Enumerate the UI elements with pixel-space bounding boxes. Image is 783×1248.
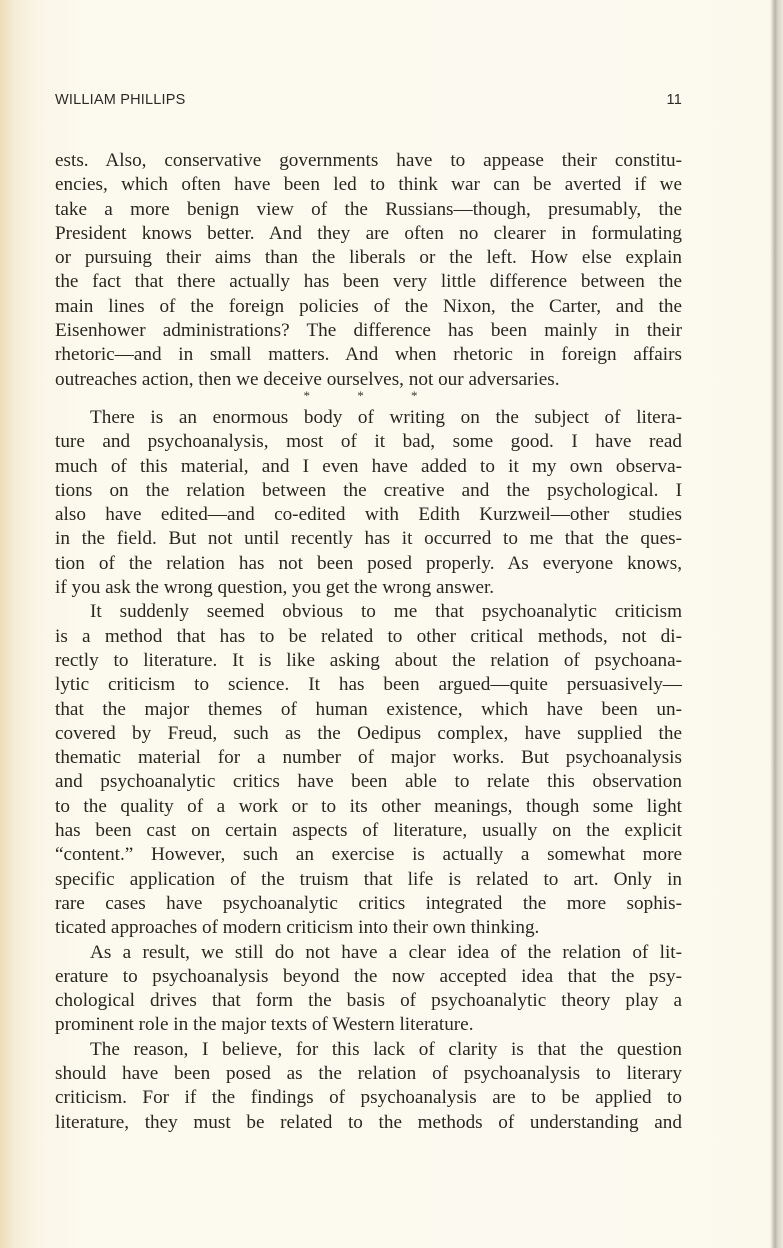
running-head	[55, 92, 682, 112]
text-line: take a more benign view of the Russians—though, presumably, the	[55, 198, 682, 220]
text-line: thematic material for a number of major works. But psychoanalysis	[55, 747, 682, 769]
paragraph	[55, 1038, 682, 1135]
text-line: As a result, we still do not have a clear idea of the relation of lit-	[90, 941, 682, 963]
text-line: to the quality of a work or to its other meanings, though some light	[55, 795, 682, 817]
text-line: in the field. But not until recently has it occurred to me that the ques-	[55, 528, 682, 550]
paragraph	[55, 600, 682, 940]
running-head-author: WILLIAM PHILLIPS	[55, 92, 186, 108]
text-line: and psychoanalytic critics have been able to relate this observation	[55, 771, 682, 793]
book-page	[55, 0, 682, 1248]
text-line: should have been posed as the relation of psychoanalysis to literary	[55, 1062, 682, 1084]
text-line: The reason, I believe, for this lack of clarity is that the question	[90, 1038, 682, 1060]
paragraph	[55, 941, 682, 1038]
text-line: ests. Also, conservative governments have to appease their constitu-	[55, 150, 682, 171]
page-number: 11	[666, 92, 682, 108]
text-line: lytic criticism to science. It has been argued—quite persuasively—	[55, 674, 682, 696]
text-line: erature to psychoanalysis beyond the now accepted idea that the psy-	[55, 965, 682, 987]
body-text	[55, 149, 682, 1135]
text-line: much of this material, and I even have added to it my own observa-	[55, 455, 682, 477]
paragraph-continuation	[55, 149, 682, 392]
text-line: or pursuing their aims than the liberals or the left. How else explain	[55, 247, 682, 269]
text-line: Eisenhower administrations? The difference has been mainly in their	[55, 320, 682, 342]
text-line: rare cases have psychoanalytic critics integrated the more sophis-	[55, 892, 682, 914]
text-line: tion of the relation has not been posed properly. As everyone knows,	[55, 552, 682, 574]
text-line: prominent role in the major texts of Western literature.	[55, 1014, 474, 1036]
text-line: “content.” However, such an exercise is actually a somewhat more	[55, 844, 682, 866]
text-line: literature, they must be related to the methods of understanding and	[55, 1111, 682, 1133]
text-line: It suddenly seemed obvious to me that psychoanalytic criticism	[90, 601, 682, 623]
text-line: the fact that there actually has been very little difference between the	[55, 271, 682, 293]
text-line: is a method that has to be related to other critical methods, not di-	[55, 625, 682, 647]
text-line: covered by Freud, such as the Oedipus complex, have supplied the	[55, 722, 682, 744]
paragraph	[55, 406, 682, 600]
text-line: criticism. For if the findings of psychoanalysis are to be applied to	[55, 1087, 682, 1109]
text-line: ticated approaches of modern criticism into their own thinking.	[55, 917, 540, 939]
text-line: encies, which often have been led to think war can be averted if we	[55, 174, 682, 196]
text-line: has been cast on certain aspects of literature, usually on the explicit	[55, 820, 682, 842]
text-line: ture and psychoanalysis, most of it bad, some good. I have read	[55, 431, 682, 453]
text-line: rectly to literature. It is like asking about the relation of psychoana-	[55, 649, 682, 671]
text-line: rhetoric—and in small matters. And when rhetoric in foreign affairs	[55, 344, 682, 366]
text-line: There is an enormous body of writing on the subject of litera-	[90, 406, 682, 428]
text-line: specific application of the truism that life is related to art. Only in	[55, 868, 682, 890]
text-line: that the major themes of human existence, which have been un-	[55, 698, 682, 720]
text-line: chological drives that form the basis of psychoanalytic theory play a	[55, 990, 682, 1012]
text-line: main lines of the foreign policies of the Nixon, the Carter, and the	[55, 295, 682, 317]
text-line: also have edited—and co-edited with Edith Kurzweil—other studies	[55, 504, 682, 526]
text-line: tions on the relation between the creative and the psychological. I	[55, 479, 682, 501]
text-line: outreaches action, then we deceive ourselves, not our adversaries.	[55, 368, 560, 390]
text-line: President knows better. And they are often no clearer in formulating	[55, 222, 682, 244]
text-line: if you ask the wrong question, you get the wrong answer.	[55, 577, 495, 599]
section-break-asterisks: * * *	[303, 387, 440, 403]
